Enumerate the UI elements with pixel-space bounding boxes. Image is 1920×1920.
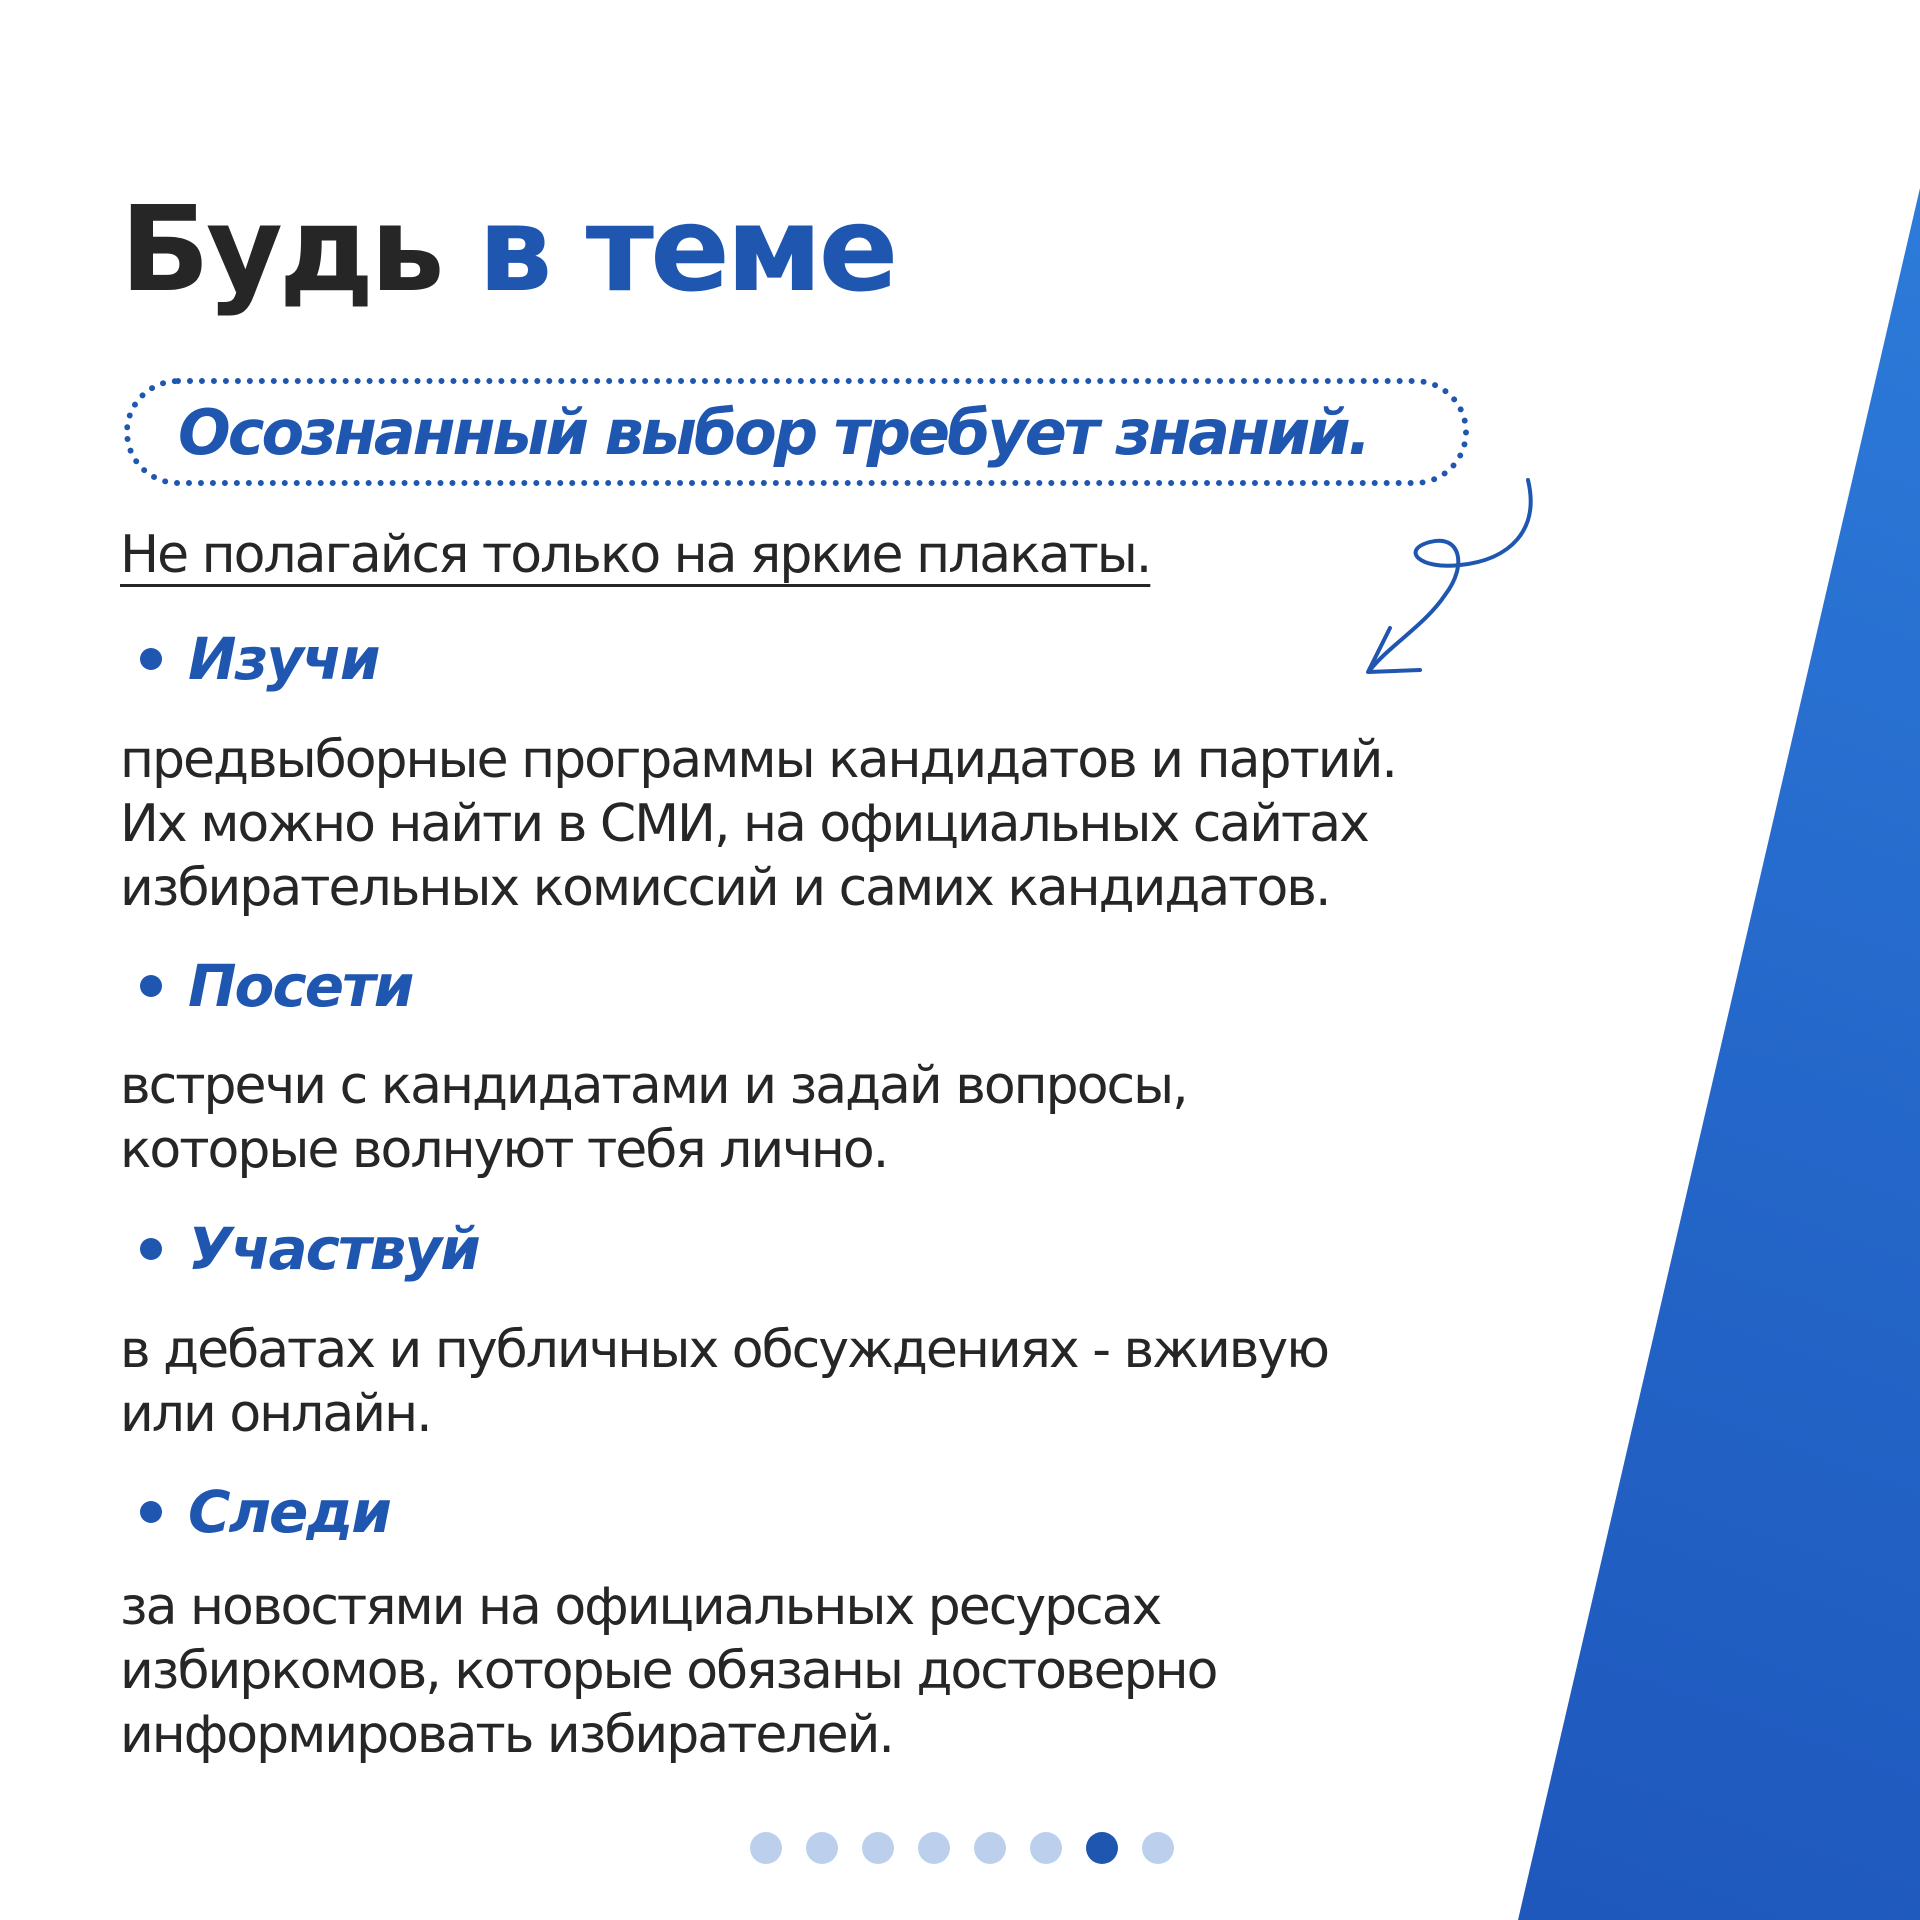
- bullet-dot-icon: [140, 1238, 162, 1260]
- pagination-dot[interactable]: [1142, 1832, 1174, 1864]
- description-visit: [120, 1054, 1600, 1182]
- bullet-heading: Следи: [188, 1478, 390, 1546]
- bullet-heading: Участвуй: [188, 1215, 479, 1283]
- title-part-1: Будь: [120, 180, 441, 318]
- tagline-pill: [124, 378, 1469, 486]
- description-participate: [120, 1318, 1600, 1446]
- description-follow: [120, 1575, 1600, 1767]
- description-line: избиркомов, которые обязаны достоверно: [120, 1641, 1217, 1701]
- description-line: Их можно найти в СМИ, на официальных сайтах: [120, 794, 1368, 854]
- pagination-dot[interactable]: [806, 1832, 838, 1864]
- bullet-dot-icon: [140, 975, 162, 997]
- hand-drawn-arrow-icon: [1350, 470, 1550, 710]
- pagination-dot-active[interactable]: [1086, 1832, 1118, 1864]
- description-line: в дебатах и публичных обсуждениях - вживую: [120, 1320, 1328, 1380]
- bullet-visit: [140, 952, 412, 1020]
- pagination-dot[interactable]: [918, 1832, 950, 1864]
- description-line: которые волнуют тебя лично.: [120, 1120, 888, 1180]
- pagination-dot[interactable]: [974, 1832, 1006, 1864]
- description-line: за новостями на официальных ресурсах: [120, 1577, 1161, 1637]
- bullet-heading: Посети: [188, 952, 413, 1020]
- tagline-text: Осознанный выбор требует знаний.: [178, 395, 1369, 469]
- page-title: [120, 180, 895, 318]
- bullet-follow: [140, 1478, 390, 1546]
- bullet-dot-icon: [140, 1501, 162, 1523]
- pagination-dot[interactable]: [750, 1832, 782, 1864]
- pagination-dot[interactable]: [1030, 1832, 1062, 1864]
- description-line: встречи с кандидатами и задай вопросы,: [120, 1056, 1187, 1116]
- description-study: [120, 728, 1600, 920]
- bullet-heading: Изучи: [188, 625, 379, 693]
- pagination-dots: [750, 1832, 1174, 1864]
- bullet-study: [140, 625, 379, 693]
- subtitle: Не полагайся только на яркие плакаты.: [120, 525, 1151, 585]
- title-part-2: в теме: [477, 180, 895, 318]
- description-line: или онлайн.: [120, 1384, 431, 1444]
- description-line: избирательных комиссий и самих кандидатов.: [120, 858, 1330, 918]
- bullet-dot-icon: [140, 648, 162, 670]
- description-line: предвыборные программы кандидатов и партий.: [120, 730, 1396, 790]
- bullet-participate: [140, 1215, 479, 1283]
- description-line: информировать избирателей.: [120, 1705, 893, 1765]
- pagination-dot[interactable]: [862, 1832, 894, 1864]
